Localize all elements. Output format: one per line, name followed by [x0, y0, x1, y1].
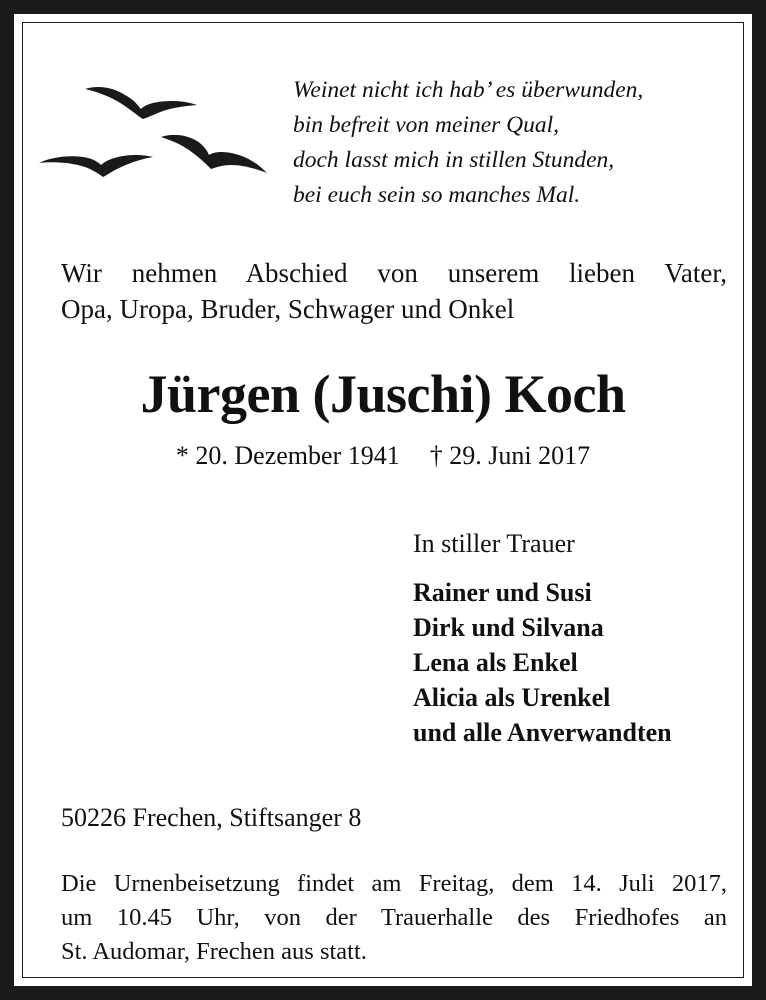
life-dates — [15, 439, 751, 473]
mourner-name: und alle Anverwandten — [413, 718, 672, 747]
burial-notice — [61, 867, 727, 969]
farewell-intro — [61, 255, 727, 327]
bird-icon — [161, 135, 267, 173]
obituary-panel — [14, 14, 752, 986]
intro-line: Opa, Uropa, Bruder, Schwager und Onkel — [61, 294, 515, 324]
bird-icon — [39, 155, 153, 177]
birth-date: * 20. Dezember 1941 — [175, 441, 400, 470]
mourner-name: Lena als Enkel — [413, 648, 578, 677]
bird-icon — [85, 87, 197, 119]
birds-illustration — [37, 71, 277, 181]
poem-line: bei euch sein so manches Mal. — [293, 182, 581, 208]
poem-line: bin befreit von meiner Qual, — [293, 112, 560, 138]
burial-line: um 10.45 Uhr, von der Trauerhalle des Friedhofes an — [61, 904, 727, 931]
deceased-name: Jürgen (Juschi) Koch — [140, 364, 626, 424]
poem-line: doch lasst mich in stillen Stunden, — [293, 147, 615, 173]
burial-line: St. Audomar, Frechen aus statt. — [61, 938, 367, 965]
family-address: 50226 Frechen, Stiftsanger 8 — [61, 803, 362, 832]
poem-line: Weinet nicht ich hab’ es überwunden, — [293, 77, 644, 103]
mourner-name: Alicia als Urenkel — [413, 683, 611, 712]
poem — [293, 73, 733, 213]
mourner-name: Rainer und Susi — [413, 578, 592, 607]
mourner-name: Dirk und Silvana — [413, 613, 604, 642]
intro-line: Wir nehmen Abschied von unserem lieben Vater, — [61, 258, 727, 288]
mourners-list — [413, 575, 672, 750]
mourning-title: In stiller Trauer — [413, 529, 575, 558]
death-date: † 29. Juni 2017 — [429, 441, 591, 470]
burial-line: Die Urnenbeisetzung findet am Freitag, dem 14. Juli 2017, — [61, 870, 727, 897]
